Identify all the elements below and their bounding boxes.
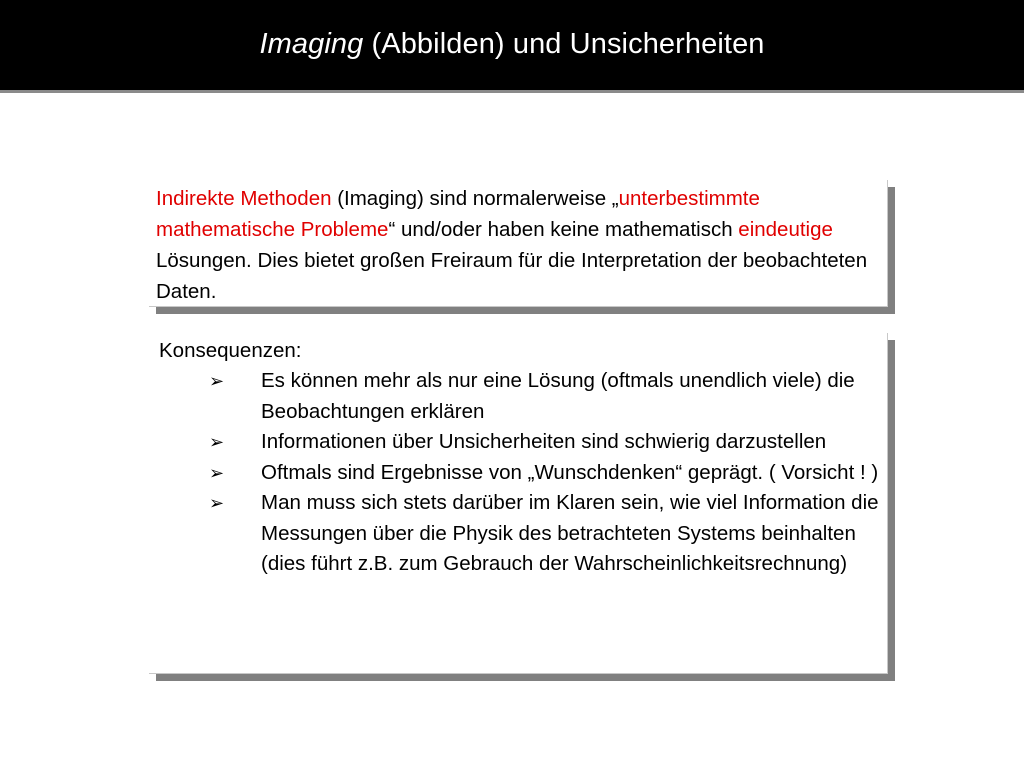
list-item <box>209 458 885 489</box>
title-italic: Imaging <box>259 27 364 60</box>
intro-text-2: “ und/oder haben keine mathematisch <box>388 218 739 241</box>
arrow-bullet-icon: ➢ <box>209 432 225 452</box>
title-rest: (Abbilden) und Unsicherheiten <box>363 27 765 60</box>
list-item <box>209 488 885 580</box>
slide-title <box>259 28 764 61</box>
arrow-bullet-icon: ➢ <box>209 462 225 483</box>
list-item-text: Oftmals sind Ergebnisse von „Wunschdenken“ geprägt. ( Vorsicht ! ) <box>261 460 879 484</box>
intro-text-1: (Imaging) sind normalerweise „ <box>331 187 619 210</box>
list-item-text: Man muss sich stets darüber im Klaren sein, wie viel Information die Messungen über die Physik des betrachteten Systems beinhalten (dies führt z.B. zum Gebrauch der Wahrscheinlichkeitsrechnung) <box>261 491 879 575</box>
intro-highlight-1: Indirekte Methoden <box>156 187 332 210</box>
list-item <box>209 366 885 427</box>
list-item-text: Es können mehr als nur eine Lösung (oftmals unendlich viele) die Beobachtungen erklären <box>261 369 855 423</box>
list-item-text: Informationen über Unsicherheiten sind schwierig darzustellen <box>261 430 827 453</box>
consequences-list <box>209 366 885 580</box>
title-bar <box>0 0 1024 93</box>
intro-highlight-3: eindeutige <box>738 218 833 241</box>
intro-paragraph <box>156 183 882 307</box>
consequences-box <box>149 333 888 674</box>
intro-box <box>149 180 888 307</box>
arrow-bullet-icon: ➢ <box>209 493 225 513</box>
consequences-heading: Konsequenzen: <box>159 339 302 362</box>
list-item <box>209 427 885 458</box>
arrow-bullet-icon: ➢ <box>209 371 225 391</box>
intro-text-3: Lösungen. Dies bietet großen Freiraum für die Interpretation der beobachteten Daten. <box>156 249 868 303</box>
intro-highlight-2: unterbestimmte mathematische Probleme <box>156 187 760 241</box>
